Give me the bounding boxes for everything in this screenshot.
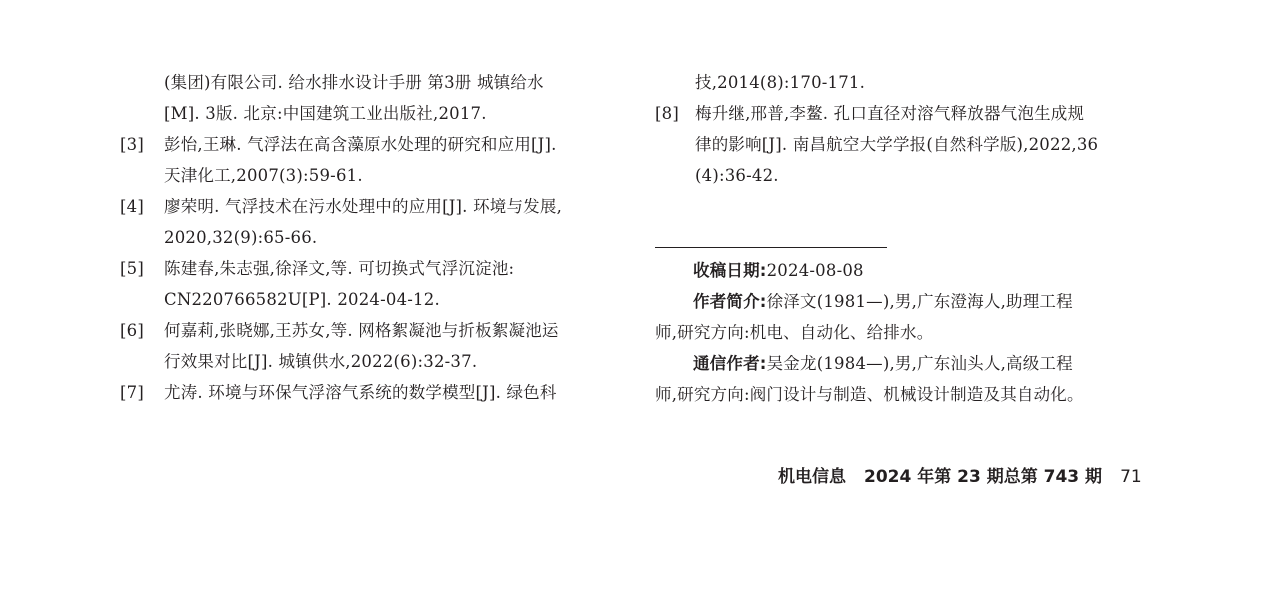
reference-number: [5] bbox=[120, 259, 144, 278]
reference-text: 尤涛. 环境与环保气浮溶气系统的数学模型[J]. 绿色科 bbox=[164, 383, 557, 402]
reference-number: [6] bbox=[120, 321, 144, 340]
reference-text: 技,2014(8):170-171. bbox=[695, 73, 866, 92]
reference-text: 陈建春,朱志强,徐泽文,等. 可切换式气浮沉淀池: bbox=[164, 259, 515, 278]
reference-number: [3] bbox=[120, 135, 144, 154]
reference-text: 彭怡,王琳. 气浮法在高含藻原水处理的研究和应用[J]. bbox=[164, 135, 557, 154]
reference-text: (集团)有限公司. 给水排水设计手册 第3册 城镇给水 bbox=[164, 73, 544, 92]
reference-number: [8] bbox=[655, 104, 679, 123]
received-date-label: 收稿日期: bbox=[693, 261, 767, 280]
reference-text: 2020,32(9):65-66. bbox=[164, 228, 318, 247]
reference-text: 何嘉莉,张晓娜,王苏女,等. 网格絮凝池与折板絮凝池运 bbox=[164, 321, 559, 340]
issue-info: 2024 年第 23 期总第 743 期 bbox=[864, 467, 1103, 487]
received-date-value: 2024-08-08 bbox=[766, 261, 864, 280]
reference-number: [7] bbox=[120, 383, 144, 402]
reference-text: 天津化工,2007(3):59-61. bbox=[164, 166, 363, 185]
page-footer bbox=[778, 466, 1142, 488]
received-date-note bbox=[693, 261, 864, 281]
page-number: 71 bbox=[1120, 467, 1142, 487]
corresponding-author-note bbox=[693, 354, 1073, 374]
reference-text: (4):36-42. bbox=[695, 166, 779, 185]
corresponding-author-label: 通信作者: bbox=[693, 354, 767, 373]
corresponding-author-continuation: 师,研究方向:阀门设计与制造、机械设计制造及其自动化。 bbox=[655, 385, 1084, 404]
reference-text: [M]. 3版. 北京:中国建筑工业出版社,2017. bbox=[164, 104, 487, 123]
reference-text: 廖荣明. 气浮技术在污水处理中的应用[J]. 环境与发展, bbox=[164, 197, 563, 216]
reference-number: [4] bbox=[120, 197, 144, 216]
author-intro-continuation: 师,研究方向:机电、自动化、给排水。 bbox=[655, 323, 934, 342]
author-intro-label: 作者简介: bbox=[693, 292, 767, 311]
reference-text: CN220766582U[P]. 2024-04-12. bbox=[164, 290, 440, 309]
author-intro-note bbox=[693, 292, 1073, 312]
journal-name: 机电信息 bbox=[778, 467, 846, 487]
reference-text: 梅升继,邢普,李鳌. 孔口直径对溶气释放器气泡生成规 bbox=[695, 104, 1085, 123]
reference-text: 律的影响[J]. 南昌航空大学学报(自然科学版),2022,36 bbox=[695, 135, 1099, 154]
reference-text: 行效果对比[J]. 城镇供水,2022(6):32-37. bbox=[164, 352, 478, 371]
corresponding-author-text: 吴金龙(1984—),男,广东汕头人,高级工程 bbox=[766, 354, 1073, 373]
footnote-divider bbox=[655, 247, 887, 248]
author-intro-text: 徐泽文(1981—),男,广东澄海人,助理工程 bbox=[766, 292, 1073, 311]
